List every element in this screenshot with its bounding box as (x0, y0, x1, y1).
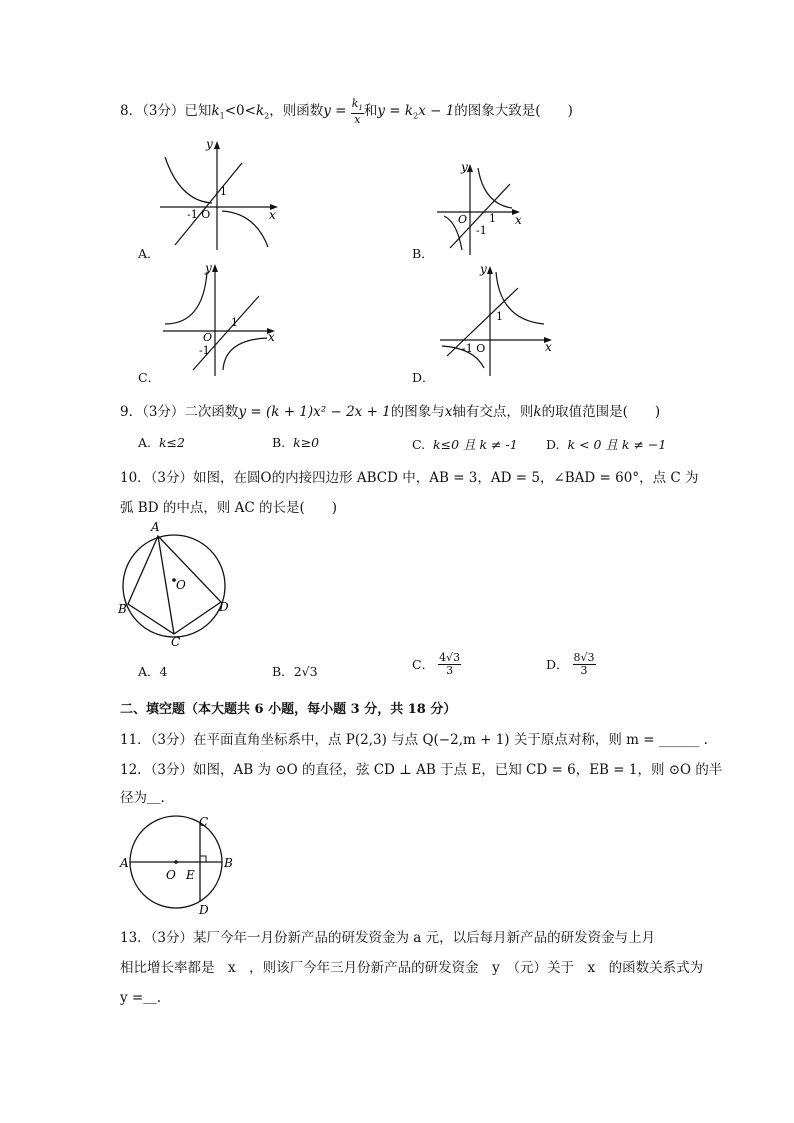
q8-stem: 8．（3分）已知$k_1<0<k_2$，则函数y = $\frac{k_1}{x}$ 和$y = k_2x - 1$的图象大致是( ) (120, 97, 573, 126)
svg-text:C: C (199, 815, 209, 829)
svg-text:y: y (205, 261, 212, 275)
q8-graph-b (432, 160, 532, 260)
svg-text:B: B (118, 602, 127, 616)
q12-line1: 12．（3分）如图，AB 为 ⊙O 的直径，弦 CD ⊥ AB 于点 E，已知 CD = 6，EB = 1，则 ⊙O 的半 (120, 762, 723, 778)
svg-text:O: O (458, 213, 468, 226)
svg-text:y: y (206, 137, 213, 151)
svg-text:y: y (461, 160, 468, 174)
svg-text:1: 1 (220, 185, 227, 198)
q10-option-d[interactable]: D． $\frac{8√3}{3}$ (546, 651, 595, 677)
q10-option-a[interactable]: A．4 (138, 664, 168, 679)
svg-text:B: B (224, 856, 233, 870)
q9-stem: 9．（3分）二次函数y = (k + 1)x² − 2x + 1的图象与x轴有交点，则k的取值范围是( ) (120, 404, 661, 420)
q8-option-c[interactable]: C． (138, 370, 161, 385)
q10-line1: 10．（3分）如图，在圆O的内接四边形 ABCD 中，AB = 3，AD = 5，∠BAD = 60°，点 C 为 (120, 470, 699, 486)
svg-text:A: A (120, 856, 129, 870)
svg-text:x: x (515, 213, 522, 227)
svg-text:-1: -1 (476, 224, 487, 237)
q8-option-d[interactable]: D． (412, 370, 435, 385)
svg-text:O: O (166, 868, 176, 882)
svg-text:E: E (186, 868, 195, 882)
q9-option-c[interactable]: C. k≤0 且 k ≠ -1 (412, 437, 518, 452)
q10-option-c[interactable]: C． $\frac{4√3}{3}$ (412, 651, 461, 677)
svg-text:-1 O: -1 O (187, 208, 211, 221)
svg-text:O: O (203, 331, 213, 344)
svg-text:-1: -1 (199, 344, 210, 357)
q9-option-d[interactable]: D. k < 0 且 k ≠ −1 (546, 437, 667, 452)
q10-figure (118, 518, 238, 648)
svg-text:O: O (176, 578, 186, 592)
q9-option-b[interactable]: B. k≥0 (272, 435, 320, 450)
q8-graph-d (432, 258, 562, 378)
q8-fraction: $\frac{k_1}{x}$ (351, 97, 363, 126)
svg-text:1: 1 (496, 310, 503, 323)
q11-stem: 11．（3分）在平面直角坐标系中，点 P(2,3) 与点 Q(−2,m + 1) 关于原点对称，则 m = ______ . (120, 732, 708, 748)
q13-line3: y =＿. (120, 990, 162, 1006)
section2-title: 二、填空题（本大题共 6 小题，每小题 3 分，共 18 分） (120, 702, 457, 717)
q13-line1: 13．（3分）某厂今年一月份新产品的研发资金为 a 元，以后每月新产品的研发资金与上月 (120, 930, 656, 946)
q9-option-a[interactable]: A. k≤2 (138, 435, 185, 450)
svg-text:D: D (219, 600, 229, 614)
q8-graph-a (150, 135, 290, 255)
q8-option-a[interactable]: A． (138, 246, 160, 261)
svg-text:x: x (269, 208, 276, 222)
q8-graph-c (155, 258, 285, 378)
svg-text:A: A (151, 520, 160, 534)
q10-line2: 弧 BD 的中点，则 AC 的长是( ) (120, 500, 338, 516)
svg-text:y: y (480, 262, 487, 276)
svg-text:D: D (199, 903, 209, 917)
svg-text:x: x (545, 340, 552, 354)
svg-text:1: 1 (489, 212, 496, 225)
q10-option-b[interactable]: B．2√3 (272, 664, 318, 679)
svg-text:1: 1 (231, 316, 238, 329)
q12-figure (118, 812, 238, 917)
q8-option-b[interactable]: B． (412, 246, 434, 261)
svg-text:C: C (171, 635, 181, 649)
svg-text:-1 O: -1 O (462, 342, 486, 355)
q13-line2: 相比增长率都是 x ，则该厂今年三月份新产品的研发资金 y （元）关于 x 的函数关系式为 (120, 960, 704, 976)
svg-text:x: x (268, 330, 275, 344)
q12-line2: 径为＿. (120, 790, 165, 806)
